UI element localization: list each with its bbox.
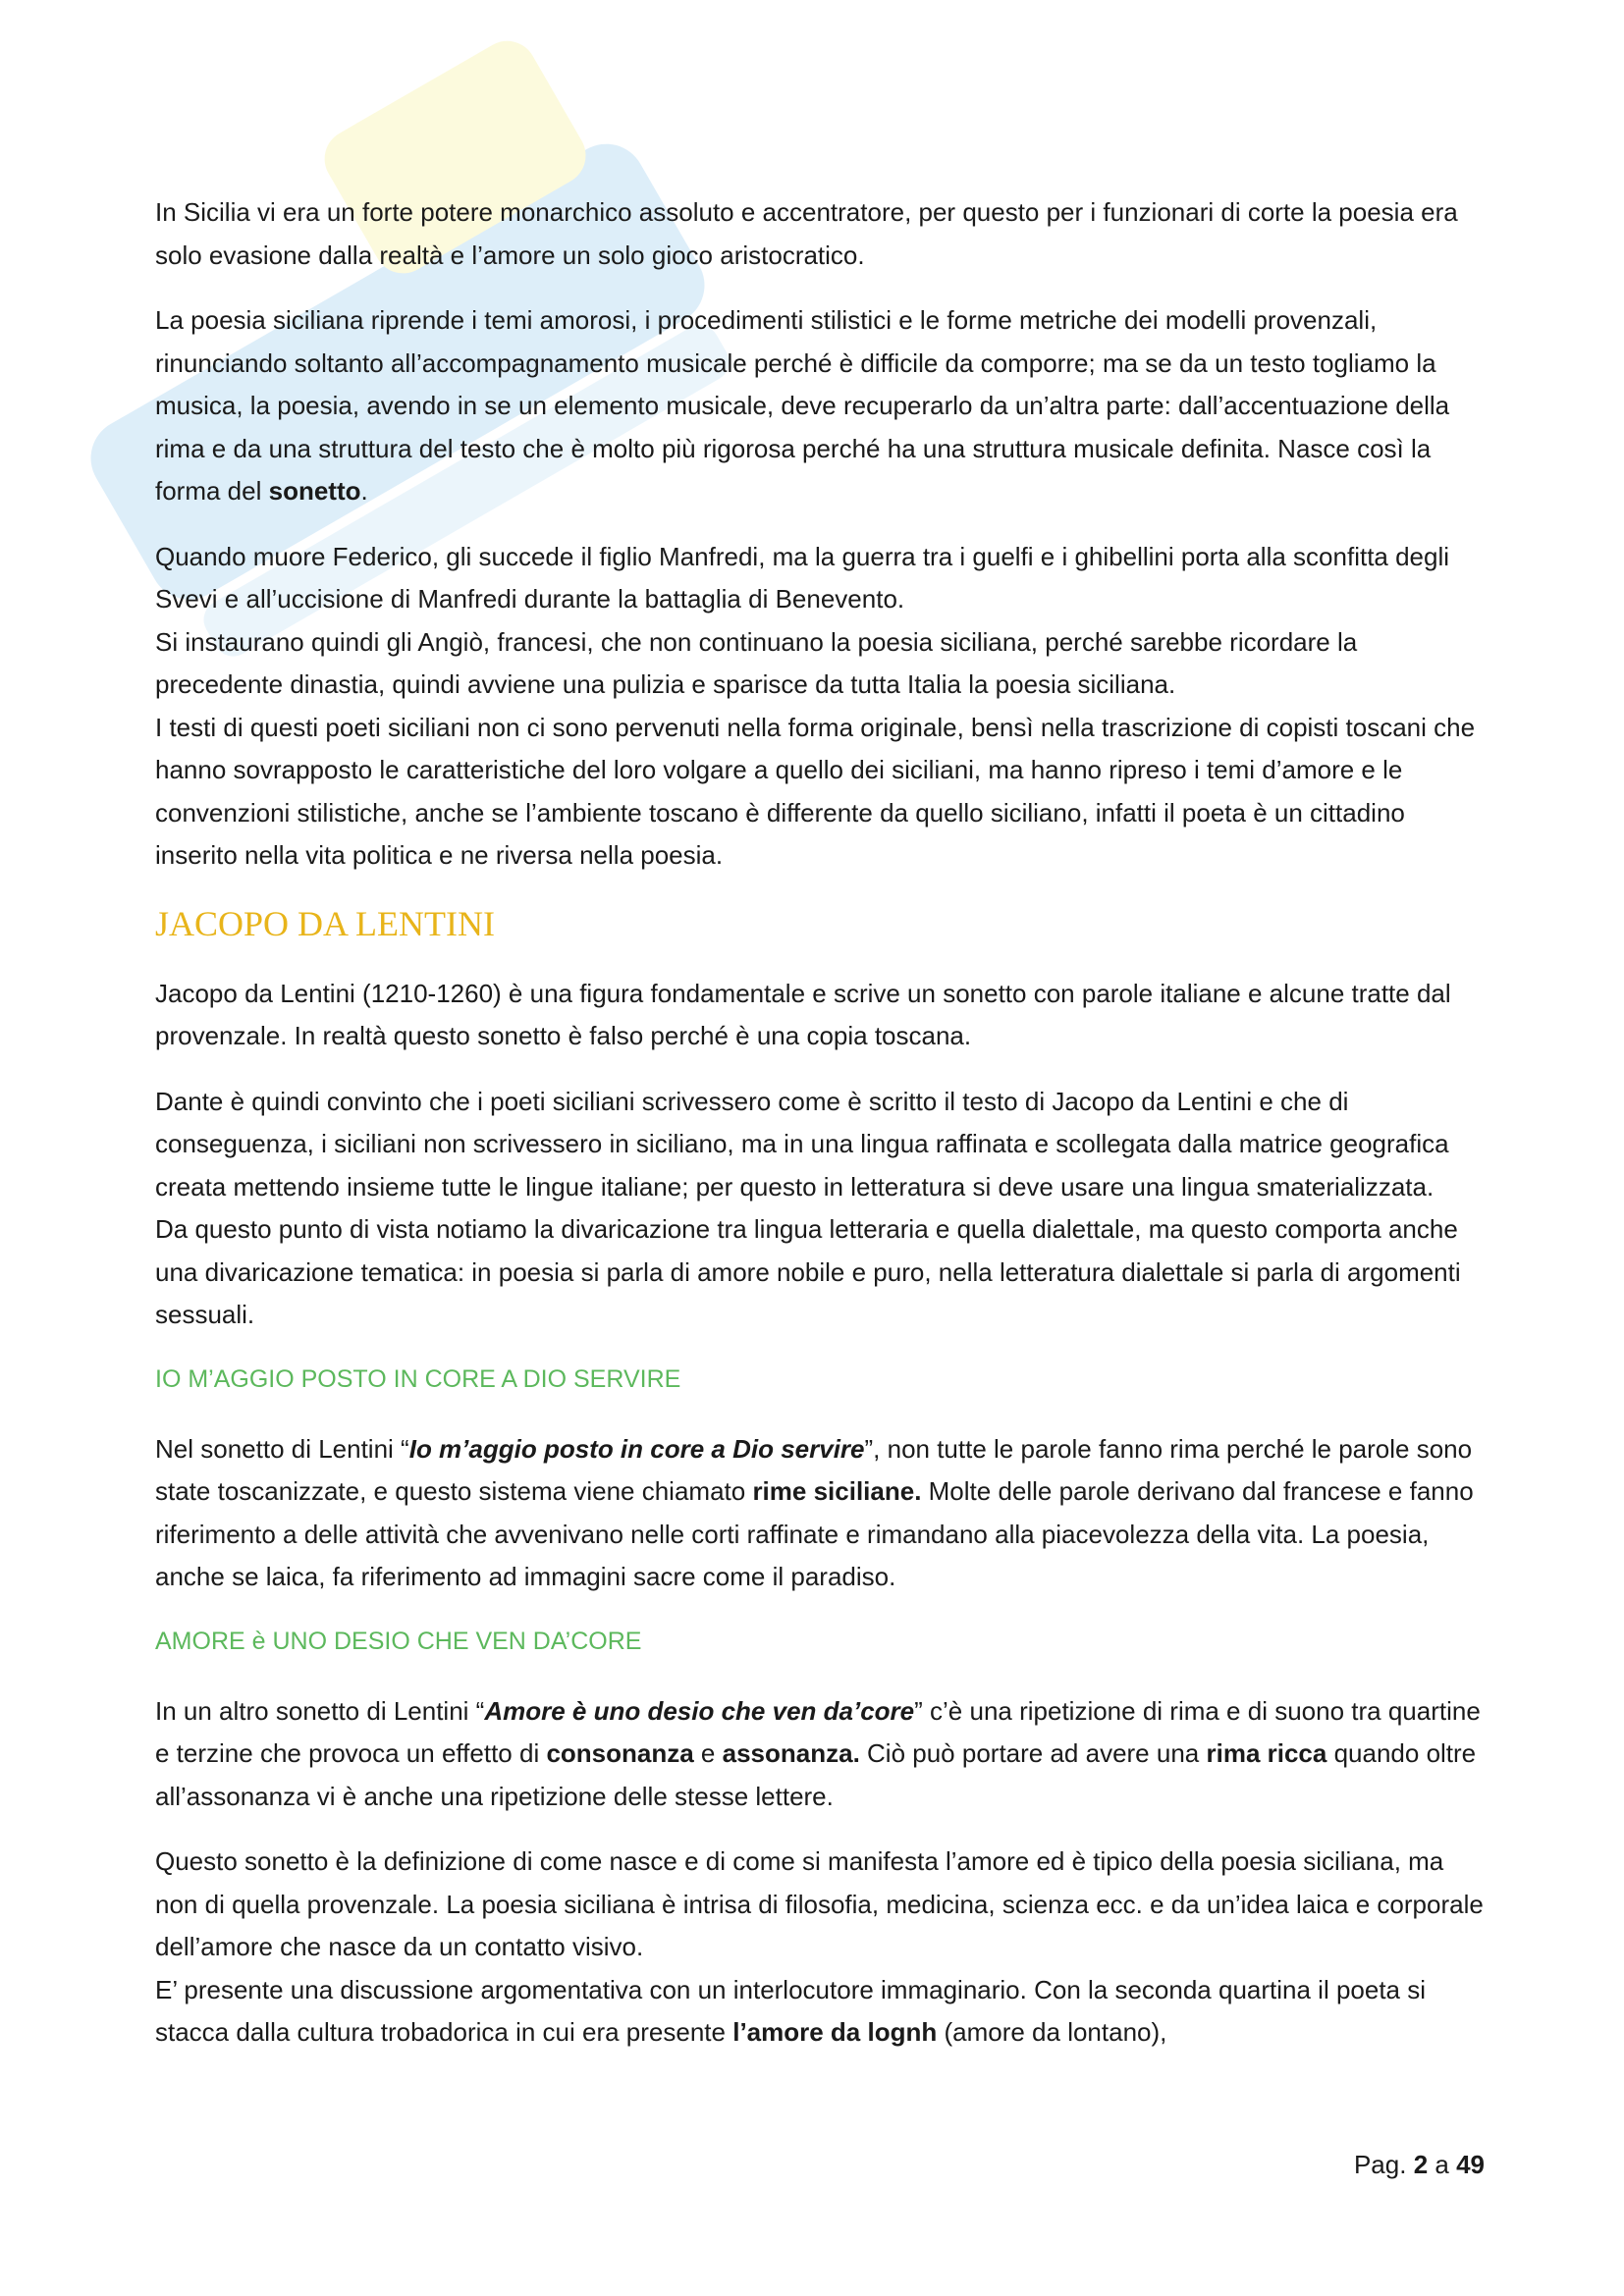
subheading-io-maggio: IO M’AGGIO POSTO IN CORE A DIO SERVIRE bbox=[155, 1364, 681, 1393]
sonnet-title-io-maggio: Io m’aggio posto in core a Dio servire bbox=[408, 1433, 865, 1464]
term-consonanza: consonanza bbox=[546, 1738, 694, 1768]
paragraph-angio: Si instaurano quindi gli Angiò, francesi, che non continuano la poesia siciliana, perché sarebbe ricordare la precedente dinastia, quindi avviene una pulizia e sparisce da tutta Italia la poesia siciliana. bbox=[155, 626, 1358, 699]
section-heading-jacopo: JACOPO DA LENTINI bbox=[155, 903, 495, 943]
term-amore-da-lognh: l’amore da lognh bbox=[732, 2017, 938, 2047]
page-number: Pag. 2 a 49 bbox=[1353, 2150, 1485, 2179]
term-rima-ricca: rima ricca bbox=[1206, 1738, 1327, 1768]
subheading-amore: AMORE è UNO DESIO CHE VEN DA’CORE bbox=[155, 1627, 642, 1655]
paragraph-amore-rima: In un altro sonetto di Lentini “Amore è uno desio che ven da’core” c’è una ripetizione di rima e di suono tra quartine e terzine che provoca un effetto di consonanza e assonanza. Ciò può portare ad avere una rima ricca quando oltre all’assonanza vi è anche una ripetizione delle stesse lettere. bbox=[155, 1695, 1481, 1811]
paragraph-poesia-siciliana: La poesia siciliana riprende i temi amorosi, i procedimenti stilistici e le forme metriche dei modelli provenzali, rinunciando soltanto all’accompagnamento musicale perché è difficile da comporre; ma se da un testo togliamo la musica, la poesia, avendo in se un elemento musicale, deve recuperarlo da un’altra parte: dall’accentuazione della rima e da una struttura del testo che è molto più rigorosa perché ha una struttura musicale definita. Nasce così la forma del sonetto. bbox=[155, 305, 1450, 506]
paragraph-dante: Dante è quindi convinto che i poeti siciliani scrivessero come è scritto il testo di Jacopo da Lentini e che di conseguenza, i siciliani non scrivessero in siciliano, ma in una lingua raffinata e scollegata dalla matrice geografica creata mettendo insieme tutte le lingue italiane; per questo in letteratura si deve usare una lingua smaterializzata. bbox=[155, 1086, 1449, 1201]
paragraph-interlocutore: E’ presente una discussione argomentativa con un interlocutore immaginario. Con la seconda quartina il poeta si stacca dalla cultura trobadorica in cui era presente l’amore da lognh (amore da lontano), bbox=[155, 1974, 1427, 2047]
page-total: 49 bbox=[1456, 2150, 1485, 2179]
paragraph-amore-definizione: Questo sonetto è la definizione di come nasce e di come si manifesta l’amore ed è tipico della poesia siciliana, ma non di quella provenzale. La poesia siciliana è intrisa di filosofia, medicina, scienza ecc. e da un’idea laica e corporale dell’amore che nasce da un contatto visivo. bbox=[155, 1846, 1484, 1961]
paragraph-io-maggio: Nel sonetto di Lentini “Io m’aggio posto in core a Dio servire”, non tutte le parole fanno rima perché le parole sono state toscanizzate, e questo sistema viene chiamato rime siciliane. Molte delle parole derivano dal francese e fanno riferimento a delle attività che avvenivano nelle corti raffinate e rimandano alla piacevolezza della vita. La poesia, anche se laica, fa riferimento ad immagini sacre come il paradiso. bbox=[155, 1433, 1474, 1591]
term-sonetto: sonetto bbox=[268, 476, 361, 506]
term-rime-siciliane: rime siciliane. bbox=[752, 1476, 922, 1506]
paragraph-federico: Quando muore Federico, gli succede il figlio Manfredi, ma la guerra tra i guelfi e i ghibellini porta alla sconfitta degli Svevi e all’uccisione di Manfredi durante la battaglia di Benevento. bbox=[155, 541, 1450, 614]
sonnet-title-amore: Amore è uno desio che ven da’core bbox=[484, 1695, 915, 1726]
paragraph-sicilia: In Sicilia vi era un forte potere monarchico assoluto e accentratore, per questo per i funzionari di corte la poesia era solo evasione dalla realtà e l’amore un solo gioco aristocratico. bbox=[155, 197, 1458, 270]
paragraph-divaricazione: Da questo punto di vista notiamo la divaricazione tra lingua letteraria e quella dialettale, ma questo comporta anche una divaricazione tematica: in poesia si parla di amore nobile e puro, nella letteratura dialettale si parla di argomenti sessuali. bbox=[155, 1214, 1461, 1329]
page-current: 2 bbox=[1413, 2150, 1429, 2179]
paragraph-copisti: I testi di questi poeti siciliani non ci sono pervenuti nella forma originale, bensì nella trascrizione di copisti toscani che hanno sovrapposto le caratteristiche del loro volgare a quello dei siciliani, ma hanno ripreso i temi d’amore e le convenzioni stilistiche, anche se l’ambiente toscano è differente da quello siciliano, infatti il poeta è un cittadino inserito nella vita politica e ne riversa nella poesia. bbox=[155, 712, 1476, 870]
term-assonanza: assonanza. bbox=[722, 1738, 860, 1768]
paragraph-jacopo-intro: Jacopo da Lentini (1210-1260) è una figura fondamentale e scrive un sonetto con parole italiane e alcune tratte dal provenzale. In realtà questo sonetto è falso perché è una copia toscana. bbox=[155, 978, 1451, 1050]
document-body bbox=[155, 191, 1490, 2077]
